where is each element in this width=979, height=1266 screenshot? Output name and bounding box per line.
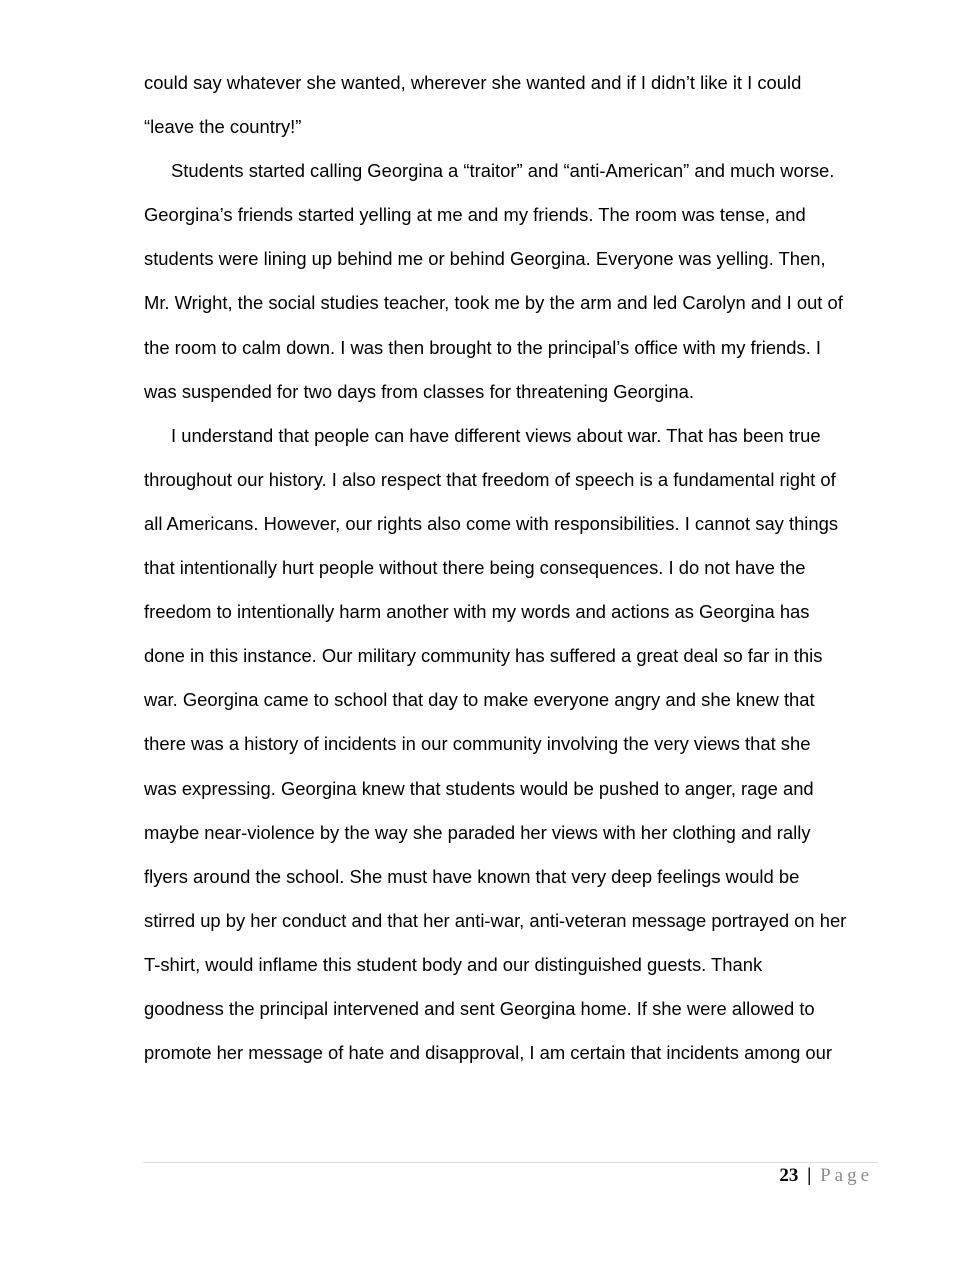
text-line: war. Georgina came to school that day to make everyone angry and she knew that <box>144 689 815 711</box>
text-line: Georgina’s friends started yelling at me and my friends. The room was tense, and <box>144 204 806 226</box>
text-line: T-shirt, would inflame this student body and our distinguished guests. Thank <box>144 953 763 975</box>
text-line: freedom to intentionally harm another with my words and actions as Georgina has <box>144 601 810 623</box>
paragraph-start-line: Students started calling Georgina a “traitor” and “anti-American” and much worse. <box>171 160 835 182</box>
text-line: all Americans. However, our rights also come with responsibilities. I cannot say things <box>144 512 839 534</box>
text-line: could say whatever she wanted, wherever she wanted and if I didn’t like it I could <box>144 72 802 93</box>
text-line: maybe near-violence by the way she paraded her views with her clothing and rally <box>144 821 811 843</box>
text-line: the room to calm down. I was then brought to the principal’s office with my friends. I <box>144 336 822 358</box>
text-line: “leave the country!” <box>144 116 302 138</box>
text-line: students were lining up behind me or behind Georgina. Everyone was yelling. Then, <box>144 248 826 270</box>
body-text <box>144 61 904 1075</box>
page-label: Page <box>820 1165 873 1186</box>
text-line: that intentionally hurt people without there being consequences. I do not have the <box>144 557 806 579</box>
text-line: stirred up by her conduct and that her anti-war, anti-veteran message portrayed on her <box>144 909 847 931</box>
text-line: there was a history of incidents in our community involving the very views that she <box>144 733 811 755</box>
text-line: goodness the principal intervened and sent Georgina home. If she were allowed to <box>144 997 815 1019</box>
text-line: throughout our history. I also respect that freedom of speech is a fundamental right of <box>144 468 836 490</box>
footer-divider <box>143 1162 878 1163</box>
text-line: flyers around the school. She must have known that very deep feelings would be <box>144 865 800 887</box>
text-line: promote her message of hate and disapproval, I am certain that incidents among our <box>144 1042 832 1064</box>
text-line: done in this instance. Our military community has suffered a great deal so far in this <box>144 645 823 667</box>
page-separator: | <box>807 1165 812 1186</box>
page-number: 23 <box>779 1165 799 1186</box>
text-line: Mr. Wright, the social studies teacher, took me by the arm and led Carolyn and I out of <box>144 292 843 314</box>
text-line: was expressing. Georgina knew that students would be pushed to anger, rage and <box>144 777 814 799</box>
text-line: was suspended for two days from classes for threatening Georgina. <box>144 380 694 402</box>
page-footer <box>779 1163 873 1189</box>
paragraph-start-line: I understand that people can have different views about war. That has been true <box>171 424 821 446</box>
